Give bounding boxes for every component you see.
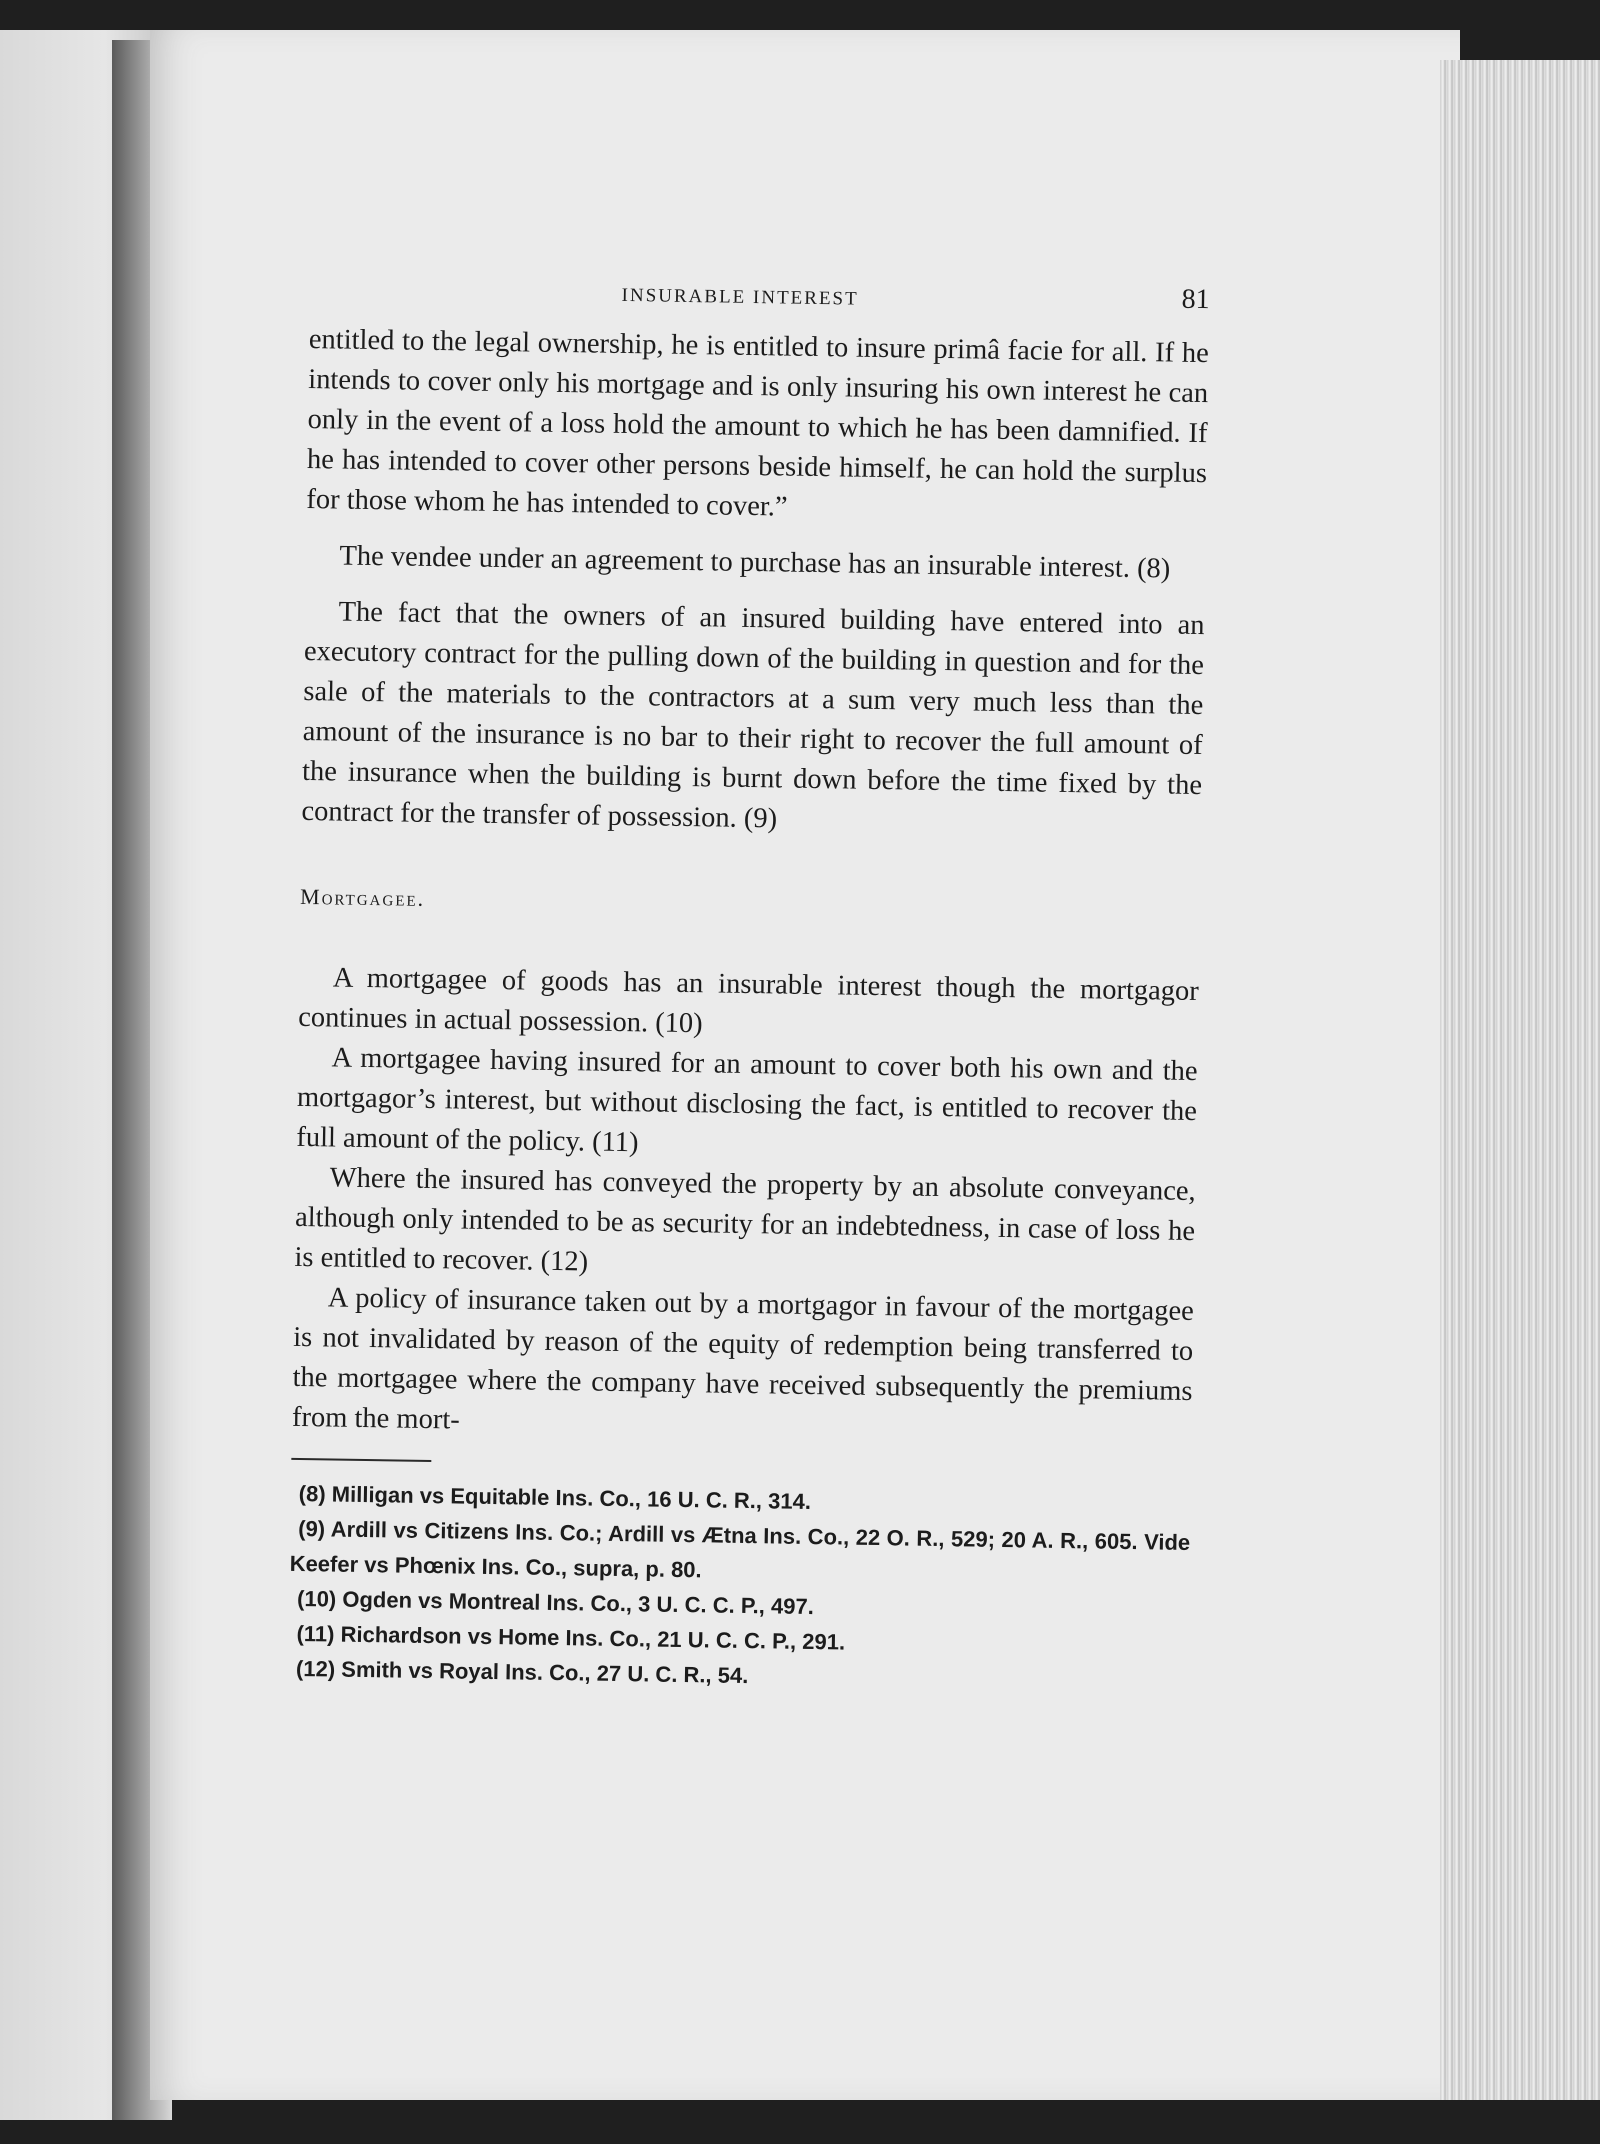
footnote-12: (12) Smith vs Royal Ins. Co., 27 U. C. R., 54.	[295, 1655, 749, 1689]
footnote-8: (8) Milligan vs Equitable Ins. Co., 16 U. C. R., 314.	[298, 1480, 812, 1515]
paragraph-policy-mortgagor: A policy of insurance taken out by a mortgagor in favour of the mortgagee is not invalidated by reason of the equity of redemption being transferred to the mortgagee where the company have received subsequently the premiums from the mort-	[291, 1282, 1194, 1436]
page-edges	[1440, 60, 1600, 2100]
paragraph-absolute-conveyance: Where the insured has conveyed the property by an absolute conveyance, although only intended to be as security for an indebtedness, in case of loss he is entitled to recover. (12)	[294, 1162, 1196, 1278]
paragraph-continued: entitled to the legal ownership, he is entitled to insure primâ facie for all. If he intends to cover only his mortgage and is only insuring his own interest he can only in the event of a loss hold the amount to which he has been damnified. If he has intended to cover other persons beside himself, he can hold the surplus for those whom he has intended to cover.”	[306, 323, 1210, 523]
section-heading-mortgagee: Mortgagee.	[299, 883, 426, 911]
footnote-11: (11) Richardson vs Home Ins. Co., 21 U. C. C. P., 291.	[296, 1620, 846, 1655]
footnote-rule	[291, 1458, 431, 1462]
page-text-block	[288, 270, 1210, 1700]
paragraph-mortgagee-goods: A mortgagee of goods has an insurable interest though the mortgagor continues in actual possession. (10)	[298, 962, 1200, 1040]
footnotes	[288, 1476, 1191, 1700]
paragraph-vendee: The vendee under an agreement to purchase has an insurable interest. (8)	[339, 540, 1171, 585]
footnote-9: (9) Ardill vs Citizens Ins. Co.; Ardill vs Ætna Ins. Co., 22 O. R., 529; 20 A. R., 605. Vide Keefer vs Phœnix Ins. Co., supra, p. 80.	[289, 1515, 1191, 1583]
footnote-10: (10) Ogden vs Montreal Ins. Co., 3 U. C. C. P., 497.	[296, 1585, 814, 1620]
paragraph-mortgagee-insured: A mortgagee having insured for an amount to cover both his own and the mortgagor’s interest, but without disclosing the fact, is entitled to recover the full amount of the policy. (11)	[296, 1042, 1198, 1159]
running-title: INSURABLE INTEREST	[621, 284, 859, 310]
paragraph-executory-contract: The fact that the owners of an insured building have entered into an executory contract for the pulling down of the building in question and for the sale of the materials to the contractors at a sum very much less than the amount of the insurance is no bar to their right to recover the full amount of the insurance when the building is burnt down before the time fixed by the contract for the transfer of possession. (9)	[301, 596, 1205, 835]
page-number: 81	[1181, 283, 1210, 316]
